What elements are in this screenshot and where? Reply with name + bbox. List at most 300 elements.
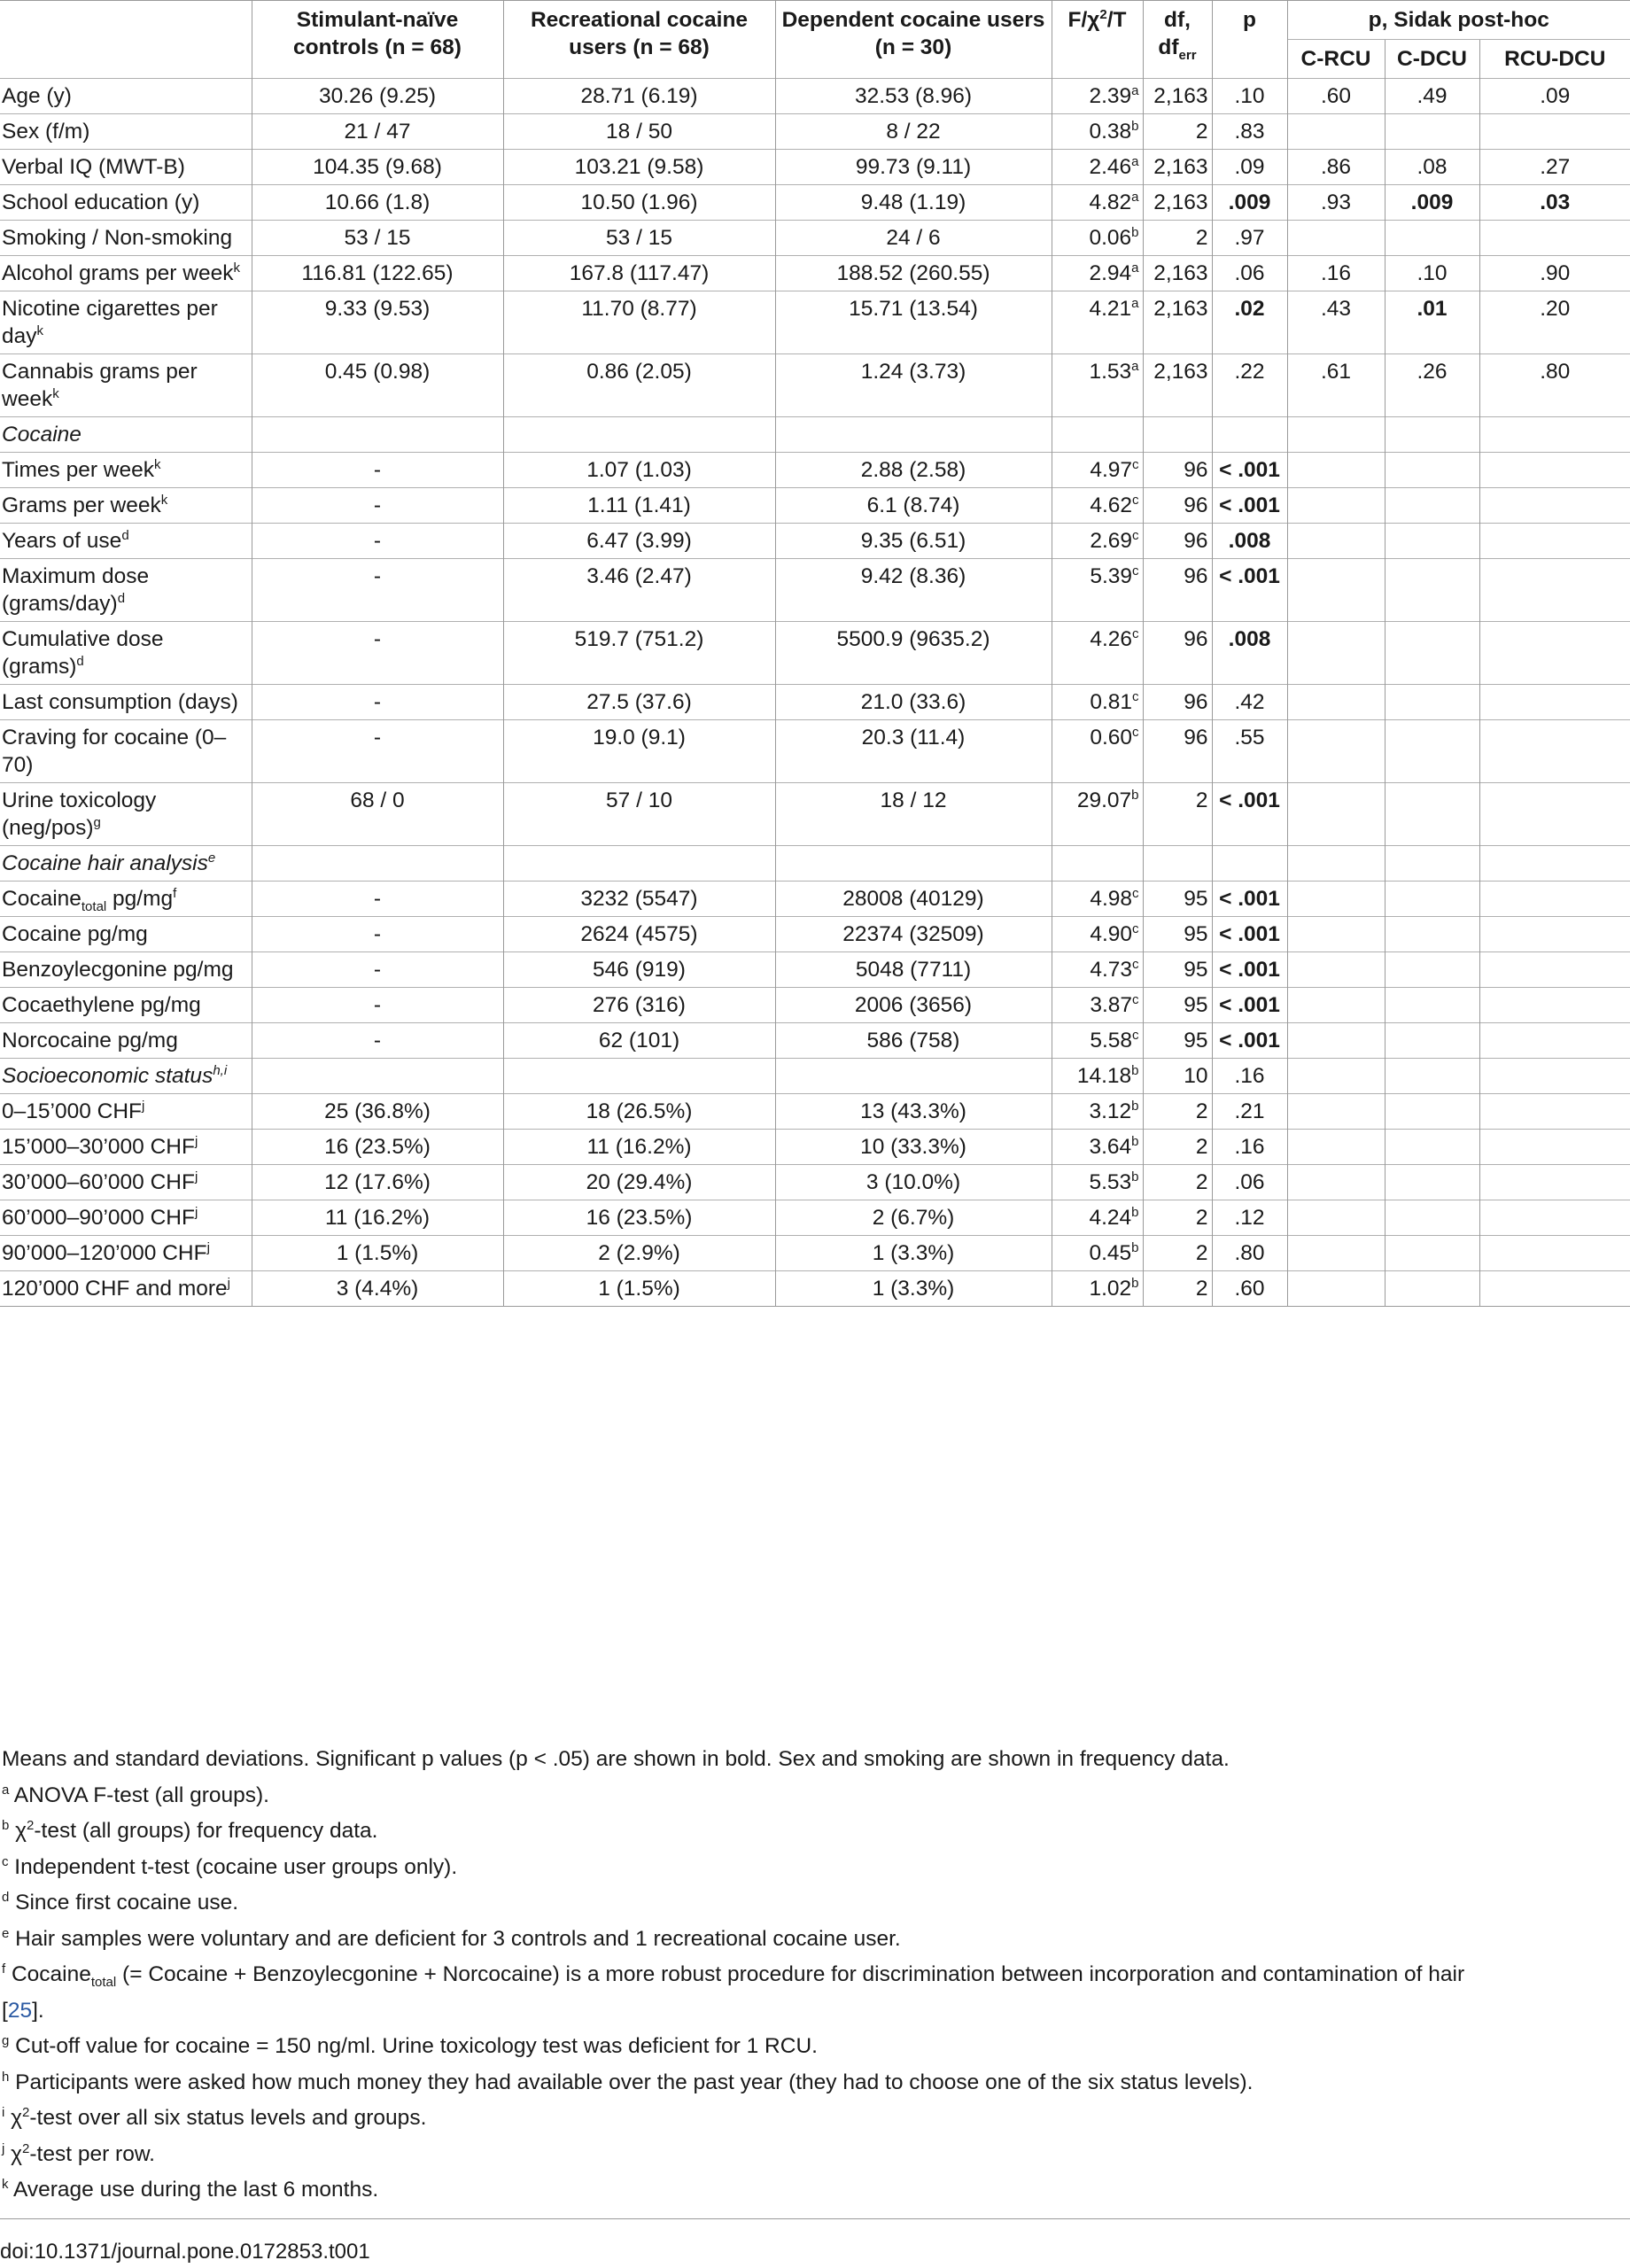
cell-recreational: 6.47 (3.99) <box>503 524 775 559</box>
cell-posthoc-c-rcu <box>1287 988 1385 1023</box>
cell-posthoc-c-rcu: .43 <box>1287 291 1385 354</box>
cell-df: 2 <box>1143 783 1212 846</box>
cell-recreational: 18 / 50 <box>503 114 775 150</box>
cell-dependent: 6.1 (8.74) <box>775 488 1052 524</box>
cell-statistic <box>1052 846 1143 882</box>
cell-posthoc-c-dcu <box>1385 1094 1479 1130</box>
cell-controls: - <box>252 622 503 685</box>
cell-statistic: 4.98$^c$ <box>1052 882 1143 917</box>
cell-posthoc-c-dcu <box>1385 1130 1479 1165</box>
cell-recreational: 546 (919) <box>503 952 775 988</box>
cell-posthoc-rcu-dcu <box>1479 622 1630 685</box>
cell-p: .09 <box>1212 150 1287 185</box>
cell-posthoc-rcu-dcu <box>1479 1165 1630 1200</box>
cell-df: 96 <box>1143 524 1212 559</box>
cell-controls: - <box>252 559 503 622</box>
cell-recreational: 19.0 (9.1) <box>503 720 775 783</box>
cell-posthoc-c-rcu: .16 <box>1287 256 1385 291</box>
cell-dependent: 5500.9 (9635.2) <box>775 622 1052 685</box>
cell-posthoc-c-dcu <box>1385 846 1479 882</box>
cell-df: 2 <box>1143 1200 1212 1236</box>
cell-posthoc-c-rcu <box>1287 1236 1385 1271</box>
cell-recreational: 27.5 (37.6) <box>503 685 775 720</box>
cell-p <box>1212 846 1287 882</box>
table-row <box>0 417 1630 453</box>
cell-posthoc-rcu-dcu <box>1479 846 1630 882</box>
cell-controls <box>252 846 503 882</box>
footnote-i: $^i$ $\chi^2$-test over all six status levels and groups. <box>2 2104 427 2130</box>
cell-p: .06 <box>1212 1165 1287 1200</box>
cell-controls: - <box>252 917 503 952</box>
table-row <box>0 221 1630 256</box>
cell-p: < .001 <box>1212 882 1287 917</box>
cell-dependent: 2 (6.7%) <box>775 1200 1052 1236</box>
cell-posthoc-c-rcu <box>1287 453 1385 488</box>
table-row <box>0 114 1630 150</box>
row-label: Cannabis grams per week$^k$ <box>0 354 252 417</box>
cell-p: < .001 <box>1212 559 1287 622</box>
cell-df: 2,163 <box>1143 354 1212 417</box>
cell-posthoc-rcu-dcu <box>1479 1094 1630 1130</box>
cell-statistic: 0.06$^b$ <box>1052 221 1143 256</box>
row-label: Cocaine$_{total}$ $pg/mg^f$ <box>0 882 252 917</box>
cell-posthoc-c-dcu <box>1385 622 1479 685</box>
row-label: Cocaethylene pg/mg <box>0 988 252 1023</box>
cell-statistic: 5.53$^b$ <box>1052 1165 1143 1200</box>
cell-recreational: 57 / 10 <box>503 783 775 846</box>
cell-p: .009 <box>1212 185 1287 221</box>
cell-p: .55 <box>1212 720 1287 783</box>
row-label: Cocaine hair analysis$^e$ <box>0 846 252 882</box>
cell-p: .008 <box>1212 622 1287 685</box>
reference-link[interactable]: 25 <box>7 1998 33 2023</box>
cell-posthoc-rcu-dcu <box>1479 1023 1630 1059</box>
cell-df: 2 <box>1143 1130 1212 1165</box>
cell-df: 2,163 <box>1143 291 1212 354</box>
table-footnotes <box>2 1742 1623 2209</box>
cell-posthoc-rcu-dcu: .09 <box>1479 79 1630 114</box>
row-label: Alcohol grams per week$^k$ <box>0 256 252 291</box>
cell-recreational: 18 (26.5%) <box>503 1094 775 1130</box>
footnote-k: $^k$ Average use during the last 6 months. <box>2 2176 379 2202</box>
header-posthoc: p, Sidak post-hoc <box>1287 1 1630 40</box>
cell-statistic: 4.82$^a$ <box>1052 185 1143 221</box>
table-row <box>0 846 1630 882</box>
cell-posthoc-c-rcu: .61 <box>1287 354 1385 417</box>
table-row <box>0 1271 1630 1307</box>
cell-posthoc-c-dcu <box>1385 1236 1479 1271</box>
cell-df: 10 <box>1143 1059 1212 1094</box>
row-label: Maximum dose (grams/day)$^d$ <box>0 559 252 622</box>
cell-posthoc-c-rcu <box>1287 1094 1385 1130</box>
row-label: School education (y) <box>0 185 252 221</box>
cell-controls <box>252 1059 503 1094</box>
cell-p: < .001 <box>1212 783 1287 846</box>
cell-df: 2 <box>1143 1271 1212 1307</box>
table-body <box>0 79 1630 1307</box>
header-c-dcu: C-DCU <box>1385 40 1479 79</box>
cell-controls: 11 (16.2%) <box>252 1200 503 1236</box>
cell-posthoc-c-rcu <box>1287 685 1385 720</box>
cell-recreational: 2624 (4575) <box>503 917 775 952</box>
row-label: Urine toxicology $(neg/pos)^g$ <box>0 783 252 846</box>
cell-posthoc-rcu-dcu <box>1479 453 1630 488</box>
cell-df: 96 <box>1143 720 1212 783</box>
cell-df: 96 <box>1143 488 1212 524</box>
cell-df: 2,163 <box>1143 256 1212 291</box>
table-row <box>0 622 1630 685</box>
cell-p: < .001 <box>1212 488 1287 524</box>
footnote-e: $^e$ Hair samples were voluntary and are deficient for 3 controls and 1 recreational cocaine user. <box>2 1925 901 1951</box>
table-row <box>0 1094 1630 1130</box>
cell-dependent: 2006 (3656) <box>775 988 1052 1023</box>
cell-posthoc-c-dcu <box>1385 114 1479 150</box>
cell-dependent: 188.52 (260.55) <box>775 256 1052 291</box>
table-row <box>0 720 1630 783</box>
cell-dependent: 24 / 6 <box>775 221 1052 256</box>
row-label: Age (y) <box>0 79 252 114</box>
cell-controls: - <box>252 952 503 988</box>
cell-p <box>1212 417 1287 453</box>
footnote-main: Means and standard deviations. Significant p values (p < .05) are shown in bold. Sex and smoking are shown in frequency data. <box>2 1747 1230 1771</box>
row-label: 60’000–90’000 CHF$^j$ <box>0 1200 252 1236</box>
cell-posthoc-c-dcu <box>1385 1271 1479 1307</box>
cell-controls <box>252 417 503 453</box>
cell-posthoc-c-rcu <box>1287 917 1385 952</box>
table-row <box>0 1059 1630 1094</box>
cell-recreational: 519.7 (751.2) <box>503 622 775 685</box>
cell-dependent: 9.48 (1.19) <box>775 185 1052 221</box>
cell-df: 95 <box>1143 988 1212 1023</box>
cell-posthoc-c-dcu <box>1385 559 1479 622</box>
table-row <box>0 952 1630 988</box>
row-label: Benzoylecgonine pg/mg <box>0 952 252 988</box>
cell-p: < .001 <box>1212 952 1287 988</box>
table-row <box>0 1200 1630 1236</box>
cell-p: .42 <box>1212 685 1287 720</box>
cell-df: 96 <box>1143 622 1212 685</box>
cell-posthoc-c-rcu <box>1287 221 1385 256</box>
row-label: Years of use$^d$ <box>0 524 252 559</box>
cell-p: .22 <box>1212 354 1287 417</box>
cell-posthoc-rcu-dcu <box>1479 988 1630 1023</box>
cell-posthoc-rcu-dcu <box>1479 1236 1630 1271</box>
row-label: Times per week$^k$ <box>0 453 252 488</box>
cell-posthoc-c-dcu: .009 <box>1385 185 1479 221</box>
row-label: Cumulative dose (grams)$^d$ <box>0 622 252 685</box>
header-row-1 <box>0 1 1630 40</box>
cell-posthoc-rcu-dcu <box>1479 952 1630 988</box>
cell-posthoc-c-rcu <box>1287 524 1385 559</box>
cell-p: .10 <box>1212 79 1287 114</box>
cell-posthoc-rcu-dcu <box>1479 488 1630 524</box>
row-label: Last consumption (days) <box>0 685 252 720</box>
row-label: Sex (f/m) <box>0 114 252 150</box>
cell-statistic: 5.39$^c$ <box>1052 559 1143 622</box>
cell-dependent: 586 (758) <box>775 1023 1052 1059</box>
cell-dependent: 1 (3.3%) <box>775 1236 1052 1271</box>
cell-df: 2,163 <box>1143 79 1212 114</box>
cell-dependent: 28008 (40129) <box>775 882 1052 917</box>
cell-posthoc-rcu-dcu <box>1479 917 1630 952</box>
cell-statistic: 3.87$^c$ <box>1052 988 1143 1023</box>
cell-controls: - <box>252 1023 503 1059</box>
cell-statistic: 4.90$^c$ <box>1052 917 1143 952</box>
cell-recreational: 11.70 (8.77) <box>503 291 775 354</box>
cell-statistic: 4.62$^c$ <box>1052 488 1143 524</box>
cell-df: 2 <box>1143 1165 1212 1200</box>
cell-statistic: 4.73$^c$ <box>1052 952 1143 988</box>
cell-posthoc-c-dcu: .10 <box>1385 256 1479 291</box>
cell-statistic: 4.21$^a$ <box>1052 291 1143 354</box>
cell-recreational: 62 (101) <box>503 1023 775 1059</box>
cell-statistic: 1.53$^a$ <box>1052 354 1143 417</box>
cell-statistic: 5.58$^c$ <box>1052 1023 1143 1059</box>
cell-controls: 12 (17.6%) <box>252 1165 503 1200</box>
row-label: 120’000 CHF and more$^j$ <box>0 1271 252 1307</box>
table-row <box>0 524 1630 559</box>
row-label: Norcocaine pg/mg <box>0 1023 252 1059</box>
cell-recreational: 20 (29.4%) <box>503 1165 775 1200</box>
cell-statistic: 3.12$^b$ <box>1052 1094 1143 1130</box>
cell-df: 2 <box>1143 221 1212 256</box>
row-label: 90’000–120’000 CHF$^j$ <box>0 1236 252 1271</box>
cell-dependent: 22374 (32509) <box>775 917 1052 952</box>
cell-posthoc-c-rcu <box>1287 417 1385 453</box>
cell-posthoc-rcu-dcu: .03 <box>1479 185 1630 221</box>
cell-controls: - <box>252 685 503 720</box>
header-p: p <box>1212 1 1287 79</box>
cell-dependent <box>775 1059 1052 1094</box>
cell-p: < .001 <box>1212 1023 1287 1059</box>
cell-df: 2 <box>1143 1094 1212 1130</box>
cell-posthoc-c-dcu: .26 <box>1385 354 1479 417</box>
cell-recreational: 167.8 (117.47) <box>503 256 775 291</box>
cell-posthoc-c-rcu <box>1287 720 1385 783</box>
table-row <box>0 882 1630 917</box>
cell-posthoc-rcu-dcu <box>1479 1130 1630 1165</box>
cell-statistic: 2.39$^a$ <box>1052 79 1143 114</box>
table-row <box>0 1165 1630 1200</box>
footnote-d: $^d$ Since first cocaine use. <box>2 1889 239 1915</box>
cell-posthoc-c-rcu: .93 <box>1287 185 1385 221</box>
cell-posthoc-c-rcu: .60 <box>1287 79 1385 114</box>
cell-recreational: 11 (16.2%) <box>503 1130 775 1165</box>
cell-posthoc-rcu-dcu: .27 <box>1479 150 1630 185</box>
cell-dependent: 1.24 (3.73) <box>775 354 1052 417</box>
cell-posthoc-c-rcu: .86 <box>1287 150 1385 185</box>
cell-posthoc-c-rcu <box>1287 1023 1385 1059</box>
cell-recreational: 28.71 (6.19) <box>503 79 775 114</box>
cell-posthoc-c-dcu <box>1385 952 1479 988</box>
cell-controls: - <box>252 720 503 783</box>
row-label: Nicotine cigarettes per day$^k$ <box>0 291 252 354</box>
table-row <box>0 988 1630 1023</box>
cell-df: 2,163 <box>1143 185 1212 221</box>
cell-posthoc-c-rcu <box>1287 1059 1385 1094</box>
cell-dependent <box>775 417 1052 453</box>
footnote-h: $^h$ Participants were asked how much money they had available over the past year (they had to choose one of the six status levels). <box>2 2069 1254 2094</box>
cell-recreational <box>503 846 775 882</box>
cell-dependent: 13 (43.3%) <box>775 1094 1052 1130</box>
cell-df <box>1143 846 1212 882</box>
table-row <box>0 291 1630 354</box>
cell-statistic: 2.69$^c$ <box>1052 524 1143 559</box>
cell-controls: 9.33 (9.53) <box>252 291 503 354</box>
footnote-g: $^g$ Cut-off value for cocaine = 150 ng/ml. Urine toxicology test was deficient for 1 RCU. <box>2 2032 818 2058</box>
cell-dependent: 32.53 (8.96) <box>775 79 1052 114</box>
table-row <box>0 783 1630 846</box>
table-row <box>0 354 1630 417</box>
cell-p: < .001 <box>1212 453 1287 488</box>
cell-posthoc-c-dcu <box>1385 1165 1479 1200</box>
table-row <box>0 256 1630 291</box>
header-dependent-users: Dependent cocaine users (n = 30) <box>775 1 1052 79</box>
cell-posthoc-c-dcu <box>1385 783 1479 846</box>
cell-posthoc-c-dcu: .08 <box>1385 150 1479 185</box>
cell-posthoc-c-rcu <box>1287 1165 1385 1200</box>
cell-dependent <box>775 846 1052 882</box>
cell-posthoc-c-dcu <box>1385 685 1479 720</box>
cell-p: .97 <box>1212 221 1287 256</box>
table-row <box>0 79 1630 114</box>
table-row <box>0 559 1630 622</box>
cell-df: 95 <box>1143 882 1212 917</box>
cell-statistic: 0.38$^b$ <box>1052 114 1143 150</box>
cell-dependent: 1 (3.3%) <box>775 1271 1052 1307</box>
cell-dependent: 10 (33.3%) <box>775 1130 1052 1165</box>
cell-posthoc-rcu-dcu <box>1479 1271 1630 1307</box>
row-label: 30’000–60’000 CHF$^j$ <box>0 1165 252 1200</box>
footnote-f: $^f$ Cocaine$_{total}$ (= Cocaine + Benzoylecgonine + Norcocaine) is a more robust procedure for discrimination between incorporation and contamination of hair [25]. <box>2 1961 1465 2023</box>
cell-dependent: 99.73 (9.11) <box>775 150 1052 185</box>
header-recreational-users: Recreational cocaine users (n = 68) <box>503 1 775 79</box>
cell-recreational: 103.21 (9.58) <box>503 150 775 185</box>
cell-statistic: 0.45$^b$ <box>1052 1236 1143 1271</box>
cell-dependent: 3 (10.0%) <box>775 1165 1052 1200</box>
cell-posthoc-rcu-dcu: .80 <box>1479 354 1630 417</box>
table-row <box>0 150 1630 185</box>
cell-controls: - <box>252 488 503 524</box>
cell-posthoc-rcu-dcu <box>1479 783 1630 846</box>
cell-posthoc-rcu-dcu <box>1479 559 1630 622</box>
cell-p: .12 <box>1212 1200 1287 1236</box>
cell-controls: 116.81 (122.65) <box>252 256 503 291</box>
cell-controls: 25 (36.8%) <box>252 1094 503 1130</box>
cell-posthoc-c-rcu <box>1287 952 1385 988</box>
cell-posthoc-rcu-dcu <box>1479 114 1630 150</box>
cell-controls: 1 (1.5%) <box>252 1236 503 1271</box>
cell-posthoc-c-dcu <box>1385 1200 1479 1236</box>
cell-posthoc-c-rcu <box>1287 622 1385 685</box>
cell-recreational: 0.86 (2.05) <box>503 354 775 417</box>
table-row <box>0 1130 1630 1165</box>
cell-posthoc-c-rcu <box>1287 488 1385 524</box>
cell-dependent: 9.35 (6.51) <box>775 524 1052 559</box>
cell-controls: 68 / 0 <box>252 783 503 846</box>
cell-recreational <box>503 1059 775 1094</box>
cell-posthoc-rcu-dcu <box>1479 882 1630 917</box>
header-c-rcu: C-RCU <box>1287 40 1385 79</box>
cell-controls: - <box>252 988 503 1023</box>
cell-posthoc-c-dcu <box>1385 221 1479 256</box>
row-label: Craving for cocaine (0–70) <box>0 720 252 783</box>
cell-posthoc-rcu-dcu <box>1479 1200 1630 1236</box>
doi-line: doi:10.1371/journal.pone.0172853.t001 <box>0 2218 1630 2265</box>
cell-controls: - <box>252 453 503 488</box>
row-label: Verbal IQ (MWT-B) <box>0 150 252 185</box>
table-row <box>0 1236 1630 1271</box>
cell-dependent: 9.42 (8.36) <box>775 559 1052 622</box>
cell-posthoc-c-dcu <box>1385 988 1479 1023</box>
cell-posthoc-c-dcu: .49 <box>1385 79 1479 114</box>
table-row <box>0 1023 1630 1059</box>
cell-statistic: 2.94$^a$ <box>1052 256 1143 291</box>
header-rcu-dcu: RCU-DCU <box>1479 40 1630 79</box>
table-row <box>0 453 1630 488</box>
cell-statistic <box>1052 417 1143 453</box>
cell-posthoc-c-dcu <box>1385 917 1479 952</box>
cell-posthoc-c-rcu <box>1287 1130 1385 1165</box>
cell-df: 2,163 <box>1143 150 1212 185</box>
cell-recreational: 2 (2.9%) <box>503 1236 775 1271</box>
cell-p: .06 <box>1212 256 1287 291</box>
cell-dependent: 20.3 (11.4) <box>775 720 1052 783</box>
cell-dependent: 15.71 (13.54) <box>775 291 1052 354</box>
header-test-statistic: $F/\chi^2/T$ <box>1052 1 1143 79</box>
table-row <box>0 685 1630 720</box>
footnote-b: $^b$ $\chi^2$-test (all groups) for frequency data. <box>2 1817 378 1843</box>
cell-controls: 3 (4.4%) <box>252 1271 503 1307</box>
header-df: df, $df_{err}$ <box>1143 1 1212 79</box>
cell-posthoc-c-rcu <box>1287 1271 1385 1307</box>
cell-posthoc-rcu-dcu <box>1479 720 1630 783</box>
cell-recreational: 16 (23.5%) <box>503 1200 775 1236</box>
cell-p: .83 <box>1212 114 1287 150</box>
row-label: Smoking / Non-smoking <box>0 221 252 256</box>
table-row <box>0 185 1630 221</box>
cell-statistic: 0.81$^c$ <box>1052 685 1143 720</box>
cell-p: .008 <box>1212 524 1287 559</box>
cell-recreational: 3.46 (2.47) <box>503 559 775 622</box>
cell-statistic: 3.64$^b$ <box>1052 1130 1143 1165</box>
cell-posthoc-c-dcu <box>1385 720 1479 783</box>
cell-recreational: 3232 (5547) <box>503 882 775 917</box>
cell-posthoc-c-rcu <box>1287 783 1385 846</box>
cell-p: < .001 <box>1212 917 1287 952</box>
cell-controls: 16 (23.5%) <box>252 1130 503 1165</box>
cell-posthoc-c-dcu <box>1385 882 1479 917</box>
cell-p: .21 <box>1212 1094 1287 1130</box>
cell-posthoc-rcu-dcu <box>1479 1059 1630 1094</box>
cell-posthoc-c-rcu <box>1287 114 1385 150</box>
footnote-j: $^j$ $\chi^2$-test per row. <box>2 2140 155 2166</box>
cell-statistic: 4.26$^c$ <box>1052 622 1143 685</box>
cell-posthoc-rcu-dcu <box>1479 221 1630 256</box>
cell-statistic: 14.18$^b$ <box>1052 1059 1143 1094</box>
cell-controls: 53 / 15 <box>252 221 503 256</box>
cell-dependent: 21.0 (33.6) <box>775 685 1052 720</box>
cell-posthoc-rcu-dcu: .20 <box>1479 291 1630 354</box>
cell-recreational: 1.07 (1.03) <box>503 453 775 488</box>
cell-df: 2 <box>1143 114 1212 150</box>
table-row <box>0 917 1630 952</box>
cell-dependent: 8 / 22 <box>775 114 1052 150</box>
cell-controls: 10.66 (1.8) <box>252 185 503 221</box>
cell-controls: 104.35 (9.68) <box>252 150 503 185</box>
cell-controls: - <box>252 882 503 917</box>
row-label: Cocaine <box>0 417 252 453</box>
